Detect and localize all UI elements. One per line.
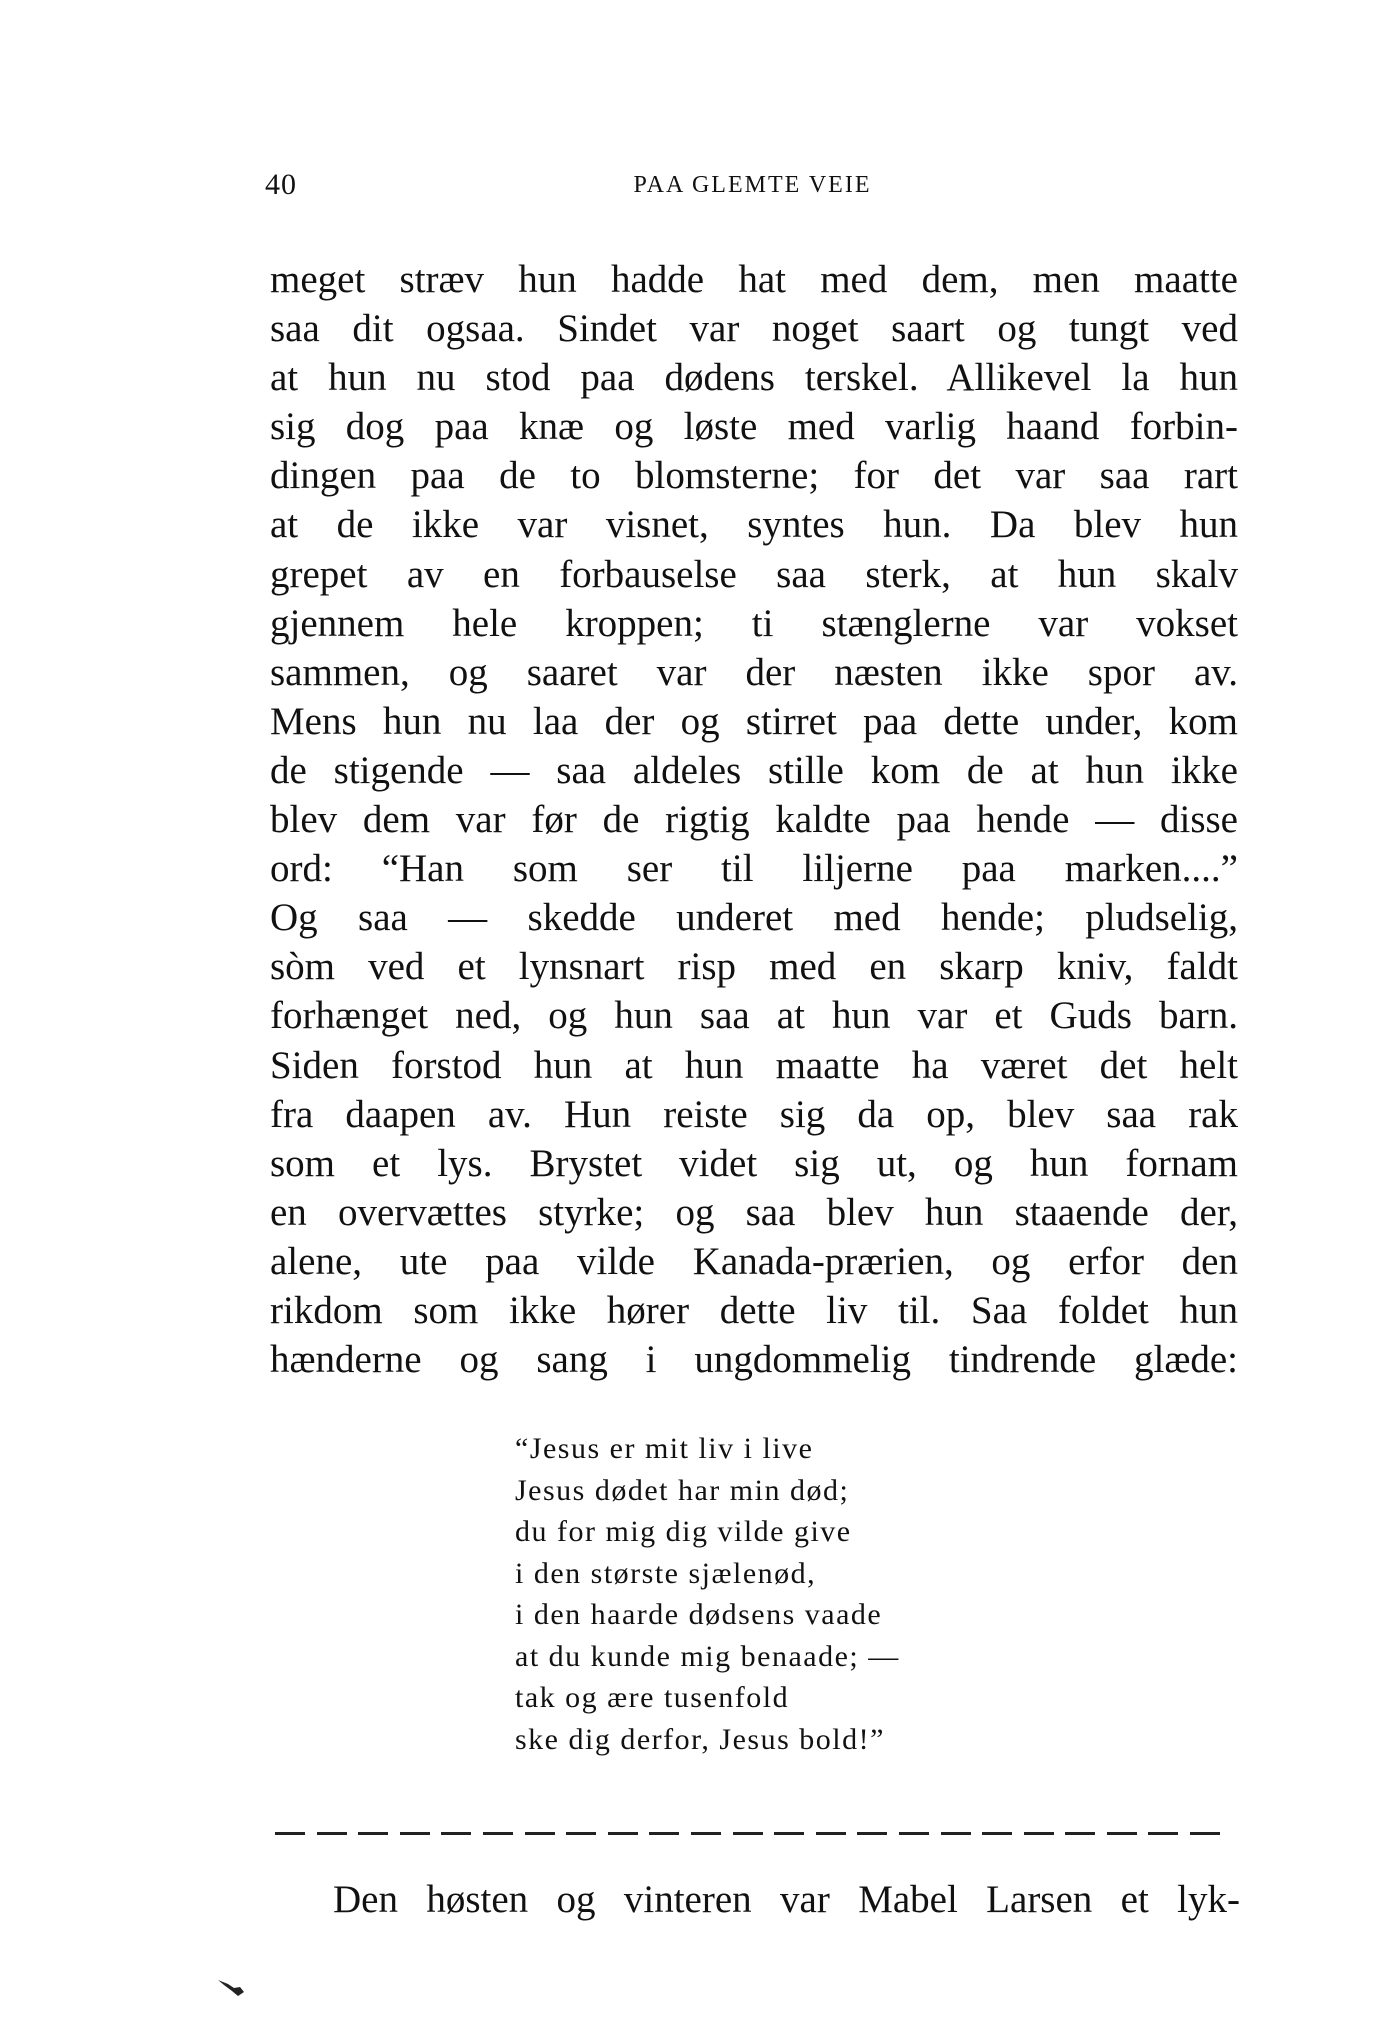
- dash: [649, 1832, 679, 1835]
- text-line: ord: “Han som ser til liljerne paa marken....”: [270, 847, 1238, 891]
- dash: [941, 1832, 971, 1835]
- dash: [774, 1832, 804, 1835]
- dash: [358, 1832, 388, 1835]
- text-line: sòm ved et lynsnart risp med en skarp kniv, faldt: [270, 945, 1238, 989]
- dash: [733, 1832, 763, 1835]
- verse-line: du for mig dig vilde give: [515, 1515, 852, 1548]
- dash: [525, 1832, 555, 1835]
- section-break-dashes: [275, 1832, 1240, 1838]
- verse-line: ske dig derfor, Jesus bold!”: [515, 1722, 885, 1756]
- continuation-line: Den høsten og vinteren var Mabel Larsen et lyk-: [333, 1878, 1240, 1921]
- page-header: [265, 168, 1240, 208]
- verse-line: Jesus dødet har min død;: [515, 1473, 850, 1507]
- dash: [608, 1832, 638, 1835]
- text-line: saa dit ogsaa. Sindet var noget saart og tungt ved: [270, 307, 1238, 351]
- dash: [1107, 1832, 1137, 1835]
- text-line: Mens hun nu laa der og stirret paa dette under, kom: [270, 699, 1238, 743]
- text-line: alene, ute paa vilde Kanada-prærien, og erfor den: [270, 1239, 1238, 1283]
- text-line: sig dog paa knæ og løste med varlig haand forbin-: [270, 405, 1238, 449]
- text-line: at de ikke var visnet, syntes hun. Da blev hun: [270, 503, 1238, 547]
- dash: [857, 1832, 887, 1835]
- text-line: Og saa — skedde underet med hende; pludselig,: [270, 896, 1238, 940]
- dash: [275, 1832, 305, 1835]
- verse-line: i den største sjælenød,: [515, 1556, 817, 1590]
- text-line: som et lys. Brystet videt sig ut, og hun fornam: [270, 1141, 1238, 1185]
- text-line: rikdom som ikke hører dette liv til. Saa foldet hun: [270, 1288, 1238, 1332]
- hymn-verse: [515, 1428, 1035, 1760]
- dash: [441, 1832, 471, 1835]
- running-title: PAA GLEMTE VEIE: [633, 172, 872, 198]
- dash: [1065, 1832, 1095, 1835]
- verse-line: at du kunde mig benaade; —: [515, 1639, 900, 1673]
- text-line: at hun nu stod paa dødens terskel. Allikevel la hun: [270, 356, 1238, 400]
- dash: [1024, 1832, 1054, 1835]
- dash: [691, 1832, 721, 1835]
- text-line: blev dem var før de rigtig kaldte paa hende — disse: [270, 798, 1238, 842]
- text-line: en overvættes styrke; og saa blev hun staaende der,: [270, 1190, 1238, 1234]
- dash: [982, 1832, 1012, 1835]
- dash: [317, 1832, 347, 1835]
- body-paragraph: [270, 255, 1238, 1384]
- dash: [1148, 1832, 1178, 1835]
- text-line: fra daapen av. Hun reiste sig da op, blev saa rak: [270, 1092, 1238, 1136]
- dash: [566, 1832, 596, 1835]
- text-line: dingen paa de to blomsterne; for det var saa rart: [270, 454, 1238, 498]
- text-line: forhænget ned, og hun saa at hun var et Guds barn.: [270, 994, 1238, 1038]
- ink-speck: [218, 1978, 246, 1998]
- text-line: gjennem hele kroppen; ti stænglerne var vokset: [270, 601, 1238, 645]
- verse-line: i den haarde dødsens vaade: [515, 1598, 883, 1631]
- verse-line: tak og ære tusenfold: [515, 1681, 790, 1714]
- verse-line: “Jesus er mit liv i live: [515, 1432, 814, 1465]
- page-number: 40: [265, 168, 297, 201]
- text-line: de stigende — saa aldeles stille kom de at hun ikke: [270, 748, 1238, 792]
- text-line: hænderne og sang i ungdommelig tindrende glæde:: [270, 1338, 1238, 1382]
- text-line: sammen, og saaret var der næsten ikke spor av.: [270, 650, 1238, 694]
- dash: [816, 1832, 846, 1835]
- dash: [1190, 1832, 1220, 1835]
- text-line: grepet av en forbauselse saa sterk, at hun skalv: [270, 552, 1238, 596]
- dash: [899, 1832, 929, 1835]
- dash: [400, 1832, 430, 1835]
- dash: [483, 1832, 513, 1835]
- text-line: Siden forstod hun at hun maatte ha været det helt: [270, 1043, 1238, 1087]
- text-line: meget stræv hun hadde hat med dem, men maatte: [270, 258, 1238, 301]
